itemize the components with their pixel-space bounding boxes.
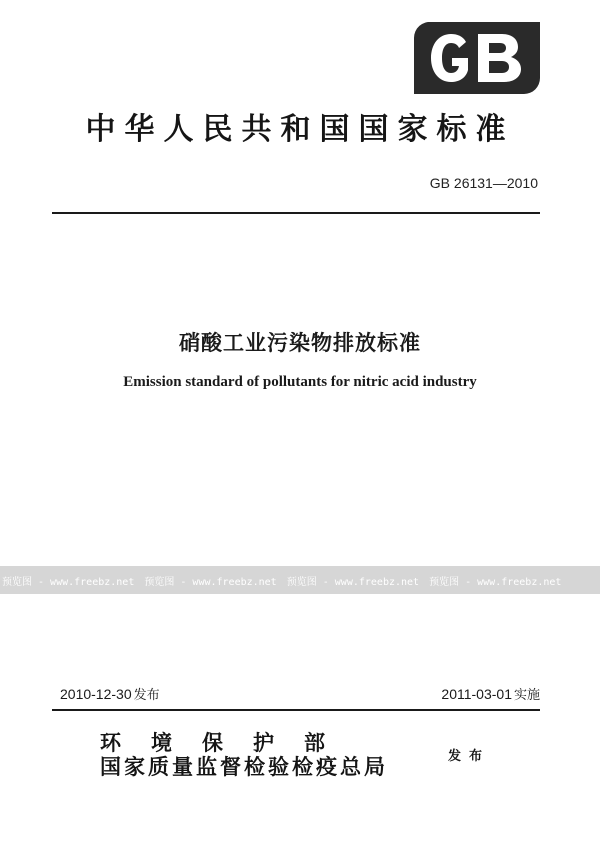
effective-date-value: 2011-03-01 bbox=[441, 686, 512, 702]
effective-date-label: 实施 bbox=[513, 688, 540, 703]
date-row bbox=[60, 684, 540, 703]
document-title-english: Emission standard of pollutants for nitric acid industry bbox=[123, 374, 477, 390]
issue-date-value: 2010-12-30 bbox=[60, 686, 132, 702]
issuer-aqsiq: 国家质量监督检验检疫总局 bbox=[100, 754, 388, 779]
issue-label: 发布 bbox=[448, 749, 491, 764]
effective-date bbox=[441, 684, 540, 703]
issue-date bbox=[60, 684, 160, 703]
watermark-text: 预览图 - www.freebz.net bbox=[286, 576, 420, 588]
standard-number: GB 26131—2010 bbox=[429, 175, 538, 191]
gb-logo-icon bbox=[414, 22, 540, 94]
watermark-band bbox=[0, 566, 600, 594]
document-title-chinese: 硝酸工业污染物排放标准 bbox=[179, 331, 421, 355]
watermark-text: 预览图 - www.freebz.net bbox=[429, 576, 562, 588]
watermark-text: 预览图 - www.freebz.net bbox=[2, 576, 135, 588]
watermark-text: 预览图 - www.freebz.net bbox=[144, 576, 277, 588]
national-standard-title: 中华人民共和国国家标准 bbox=[85, 112, 515, 147]
bottom-divider bbox=[52, 709, 540, 711]
top-divider bbox=[52, 212, 540, 214]
issuer-ministry: 环境保护部 bbox=[100, 730, 355, 755]
issue-date-label: 发布 bbox=[133, 688, 160, 703]
